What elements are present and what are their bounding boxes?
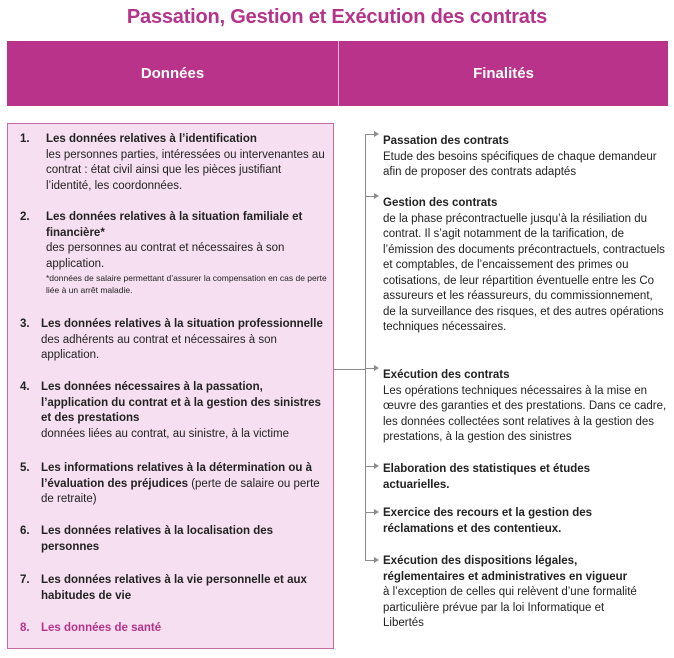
item-number: 2. [20,211,30,223]
connector-horizontal [334,369,365,370]
finalite-passation [383,134,668,181]
item-number: 8. [20,622,30,634]
finalite-heading: Elaboration des statistiques et études actuarielles. [383,463,591,491]
connector-vertical [365,134,366,561]
arrow-icon [365,368,375,369]
finalite-heading: Passation des contrats [383,135,509,147]
donnees-panel [7,123,334,649]
finalite-heading: Exécution des dispositions légales, réglementaires et administratives en vigueur [383,555,628,583]
finalite-gestion [383,196,668,336]
arrow-icon [365,466,375,467]
finalite-heading: Gestion des contrats [383,197,498,209]
item-heading: Les données relatives à la localisation des personnes [41,525,274,553]
item-heading: Les données relatives à l’identification [46,133,257,145]
finalite-text: de la phase précontractuelle jusqu’à la résiliation du contrat. Il s’agit notamment de la tarification, de l’émission des documents précontractuels, contractuels et comptables, de l’encaissement des primes ou cotisations, de leur répartition éventuelle entre les Co assureurs et les réassureurs, du commissionnement, de la surveillance des risques, et des autres opérations techniques nécessaires. [383,212,665,333]
finalite-dispositions [383,554,645,632]
item-number: 5. [20,462,30,474]
item-text: les personnes parties, intéressées ou intervenantes au contrat : état civil ainsi que les pièces justifiant l’identité, les coordonnées. [46,148,325,192]
arrow-icon [365,196,375,197]
arrow-icon [365,134,375,135]
arrow-icon [365,560,375,561]
item-heading: Les informations relatives à la détermination ou à l’évaluation des préjudices [41,462,312,490]
finalite-text: à l’exception de celles qui relèvent d’une formalité particulière prévue par la loi Informatique et Libertés [383,586,637,629]
finalite-recours [383,506,623,537]
item-text: données liées au contrat, au sinistre, à la victime [41,427,290,440]
item-note: *données de salaire permettant d’assurer la compensation en cas de perte liée à un arrêt maladie. [46,273,327,295]
finalite-text: Les opérations techniques nécessaires à la mise en œuvre des garanties et des prestations. Dans ce cadre, les données collectées sont relatives à la gestion des prestations, à la gestion des sinistres [383,384,667,443]
item-heading: Les données relatives à la situation familiale et financière* [46,211,303,239]
item-number: 3. [20,318,30,330]
item-text: des adhérents au contrat et nécessaires à son application. [41,333,277,361]
item-heading: Les données relatives à la vie personnelle et aux habitudes de vie [41,574,307,602]
finalite-text: Etude des besoins spécifiques de chaque demandeur afin de proposer des contrats adaptés [383,150,657,178]
arrow-icon [365,512,375,513]
item-text: (perte de salaire ou perte de retraite) [41,477,320,505]
header-donnees: Données [140,65,205,82]
item-number: 4. [20,381,30,393]
finalite-execution [383,368,668,446]
item-text: des personnes au contrat et nécessaires à son application. [46,242,285,270]
item-number: 7. [20,574,30,586]
item-heading: Les données de santé [41,622,162,634]
item-heading: Les données relatives à la situation professionnelle [41,318,323,330]
finalite-heading: Exercice des recours et la gestion des réclamations et des contentieux. [383,507,593,535]
item-number: 6. [20,525,30,537]
finalite-statistiques [383,462,623,493]
item-number: 1. [20,133,30,145]
header-finalites: Finalités [473,65,534,82]
page-title: Passation, Gestion et Exécution des contrats [126,6,548,28]
finalite-heading: Exécution des contrats [383,369,510,381]
item-heading: Les données nécessaires à la passation, l’application du contrat et à la gestion des sinistres et des prestations [41,381,321,424]
